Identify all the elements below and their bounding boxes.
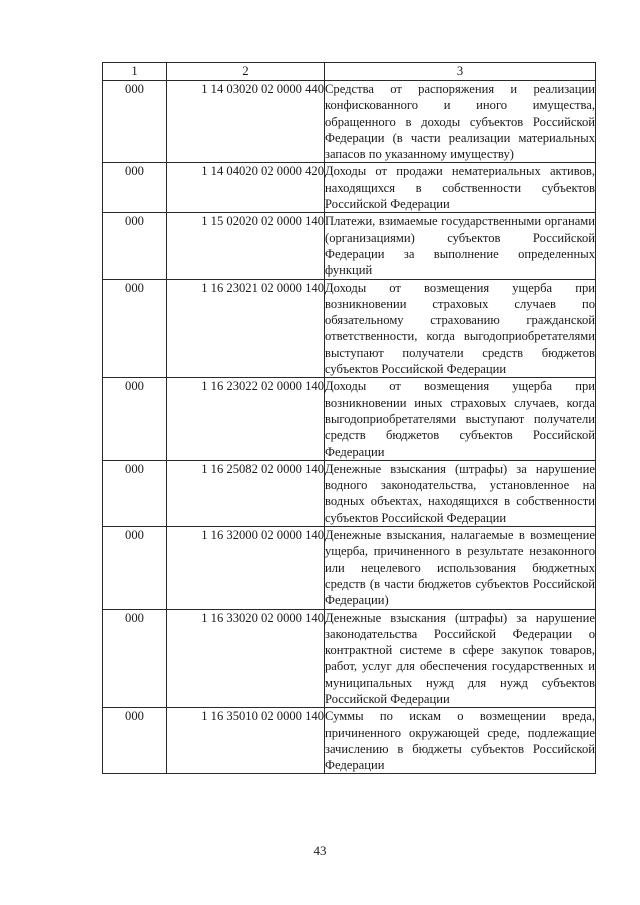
table-row: [103, 213, 596, 279]
revenue-codes-table: [102, 62, 596, 774]
owner-code-cell: 000: [103, 527, 167, 609]
budget-code-cell: 1 16 35010 02 0000 140: [167, 708, 325, 774]
revenue-name-cell: Платежи, взимаемые государственными органами (организациями) субъектов Российской Федерации за выполнение определенных функций: [325, 214, 595, 278]
owner-code-cell: 000: [103, 81, 167, 163]
owner-code-cell: 000: [103, 708, 167, 774]
revenue-name-cell: Суммы по искам о возмещении вреда, причиненного окружающей среде, подлежащие зачислению в бюджеты субъектов Российской Федерации: [325, 709, 595, 773]
column-header-2: 2: [167, 63, 325, 81]
budget-code-cell: 1 16 25082 02 0000 140: [167, 460, 325, 526]
budget-code-cell: 1 16 33020 02 0000 140: [167, 609, 325, 708]
table-row: [103, 527, 596, 609]
revenue-name-cell: Доходы от возмещения ущерба при возникновении иных страховых случаев, когда выгодоприобретателями выступают получатели средств бюджетов субъектов Российской Федерации: [325, 379, 595, 459]
table-header-row: [103, 63, 596, 81]
revenue-name-cell: Денежные взыскания (штрафы) за нарушение водного законодательства, установленное на водных объектах, находящихся в собственности субъектов Российской Федерации: [325, 461, 595, 525]
revenue-name-cell: Денежные взыскания, налагаемые в возмещение ущерба, причиненного в результате незаконного или нецелевого использования бюджетных средств (в части бюджетов субъектов Российской Федерации): [325, 528, 595, 608]
revenue-name-cell: Денежные взыскания (штрафы) за нарушение законодательства Российской Федерации о контрактной системе в сфере закупок товаров, работ, услуг для обеспечения государственных и муниципальных нужд для нужд субъектов Российской Федерации: [325, 610, 595, 706]
table-row: [103, 163, 596, 213]
owner-code-cell: 000: [103, 609, 167, 708]
owner-code-cell: 000: [103, 213, 167, 279]
revenue-name-cell: Доходы от продажи нематериальных активов, находящихся в собственности субъектов Российской Федерации: [325, 164, 595, 212]
budget-code-cell: 1 15 02020 02 0000 140: [167, 213, 325, 279]
table-row: [103, 279, 596, 378]
table-row: [103, 708, 596, 774]
revenue-name-cell: Доходы от возмещения ущерба при возникновении страховых случаев по обязательному страхованию гражданской ответственности, когда выгодоприобретателями выступают получатели средств бюджетов субъектов Российской Федерации: [325, 280, 595, 377]
page-number: 43: [313, 843, 327, 858]
table-row: [103, 460, 596, 526]
budget-code-cell: 1 16 23021 02 0000 140: [167, 279, 325, 378]
column-header-3: 3: [325, 63, 596, 81]
budget-code-cell: 1 14 04020 02 0000 420: [167, 163, 325, 213]
owner-code-cell: 000: [103, 378, 167, 460]
revenue-name-cell: Средства от распоряжения и реализации конфискованного и иного имущества, обращенного в доходы субъектов Российской Федерации (в части реализации материальных запасов по указанному имуществу): [325, 82, 595, 162]
budget-code-cell: 1 14 03020 02 0000 440: [167, 81, 325, 163]
table-row: [103, 378, 596, 460]
table-row: [103, 609, 596, 708]
budget-code-cell: 1 16 32000 02 0000 140: [167, 527, 325, 609]
column-header-1: 1: [103, 63, 167, 81]
owner-code-cell: 000: [103, 279, 167, 378]
owner-code-cell: 000: [103, 163, 167, 213]
owner-code-cell: 000: [103, 460, 167, 526]
table-row: [103, 81, 596, 163]
budget-code-cell: 1 16 23022 02 0000 140: [167, 378, 325, 460]
